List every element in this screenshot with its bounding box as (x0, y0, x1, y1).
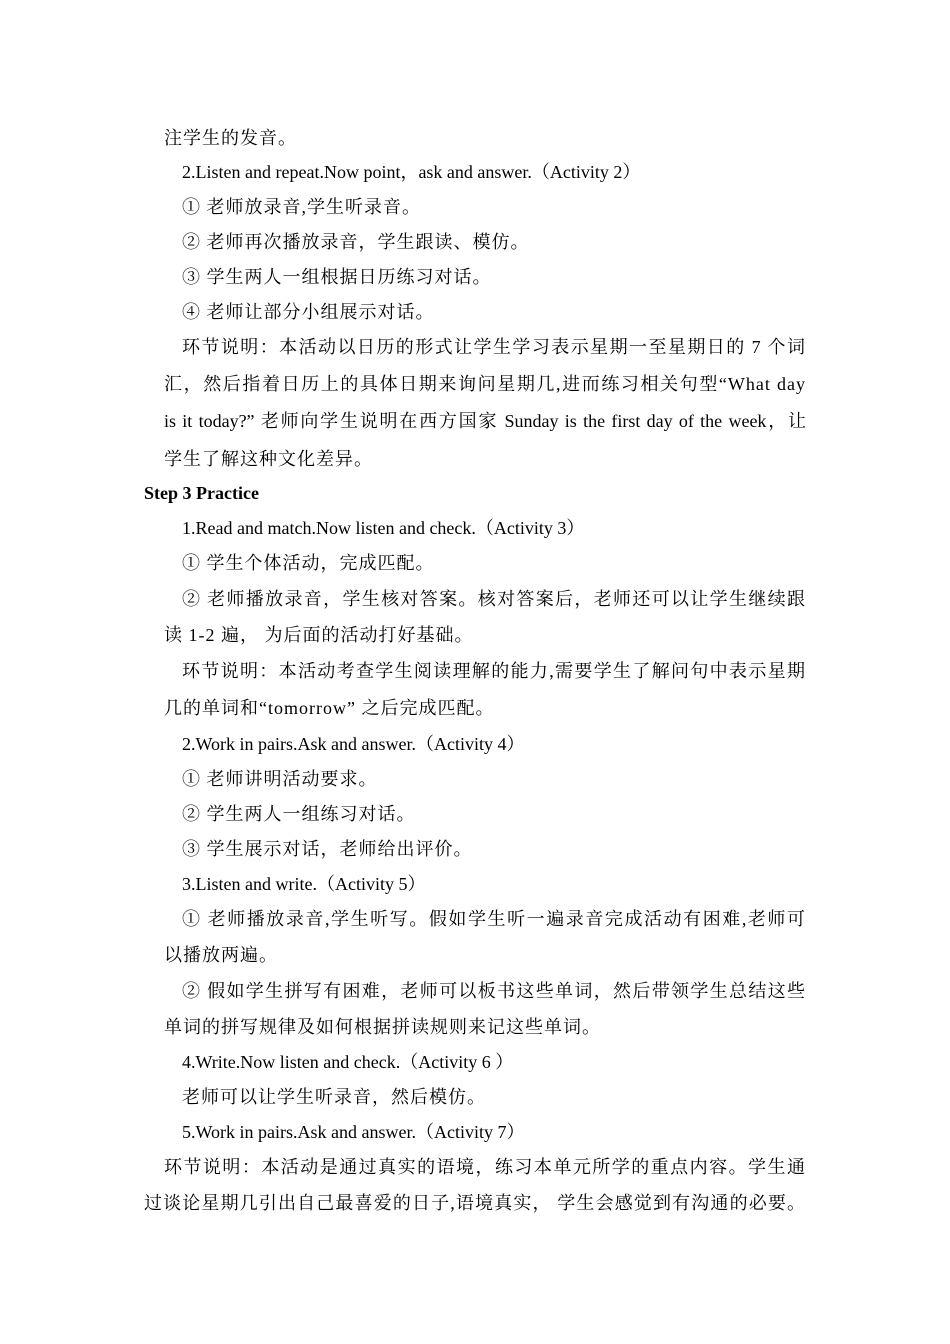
text-line: 老师可以让学生听录音，然后模仿。 (182, 1087, 486, 1107)
text-line: 读 1-2 遍， 为后面的活动打好基础。 (164, 625, 474, 645)
text-line: ① 老师放录音,学生听录音。 (182, 197, 421, 217)
text-line: ② 假如学生拼写有困难，老师可以板书这些单词，然后带领学生总结这些 (182, 981, 806, 1001)
text-line: 环节说明：本活动是通过真实的语境，练习本单元所学的重点内容。学生通 (164, 1157, 806, 1177)
text-line: 环节说明：本活动考查学生阅读理解的能力,需要学生了解问句中表示星期 (182, 661, 806, 681)
text-line: ① 老师播放录音,学生听写。假如学生听一遍录音完成活动有困难,老师可 (182, 909, 806, 929)
activity-heading: 5.Work in pairs.Ask and answer.（Activity 7） (182, 1122, 525, 1142)
activity-heading: 4.Write.Now listen and check.（Activity 6 ） (182, 1052, 514, 1072)
text-line: ② 学生两人一组练习对话。 (182, 804, 416, 824)
text-line: 过谈论星期几引出自己最喜爱的日子,语境真实， 学生会感觉到有沟通的必要。 (144, 1193, 806, 1213)
text-line: ② 老师播放录音，学生核对答案。核对答案后，老师还可以让学生继续跟 (182, 589, 806, 609)
step-heading: Step 3 Practice (144, 483, 259, 503)
text-line: 环节说明：本活动以日历的形式让学生学习表示星期一至星期日的 7 个词 (182, 337, 806, 357)
activity-heading: 3.Listen and write.（Activity 5） (182, 874, 426, 894)
activity-heading: 1.Read and match.Now listen and check.（Activity 3） (182, 518, 585, 538)
text-line: ② 老师再次播放录音，学生跟读、模仿。 (182, 232, 530, 252)
text-line: 几的单词和“tomorrow” 之后完成匹配。 (164, 698, 495, 718)
text-line: 汇，然后指着日历上的具体日期来询问星期几,进而练习相关句型“What day (164, 374, 806, 394)
text-line: 注学生的发音。 (164, 128, 297, 148)
text-line: 学生了解这种文化差异。 (164, 449, 373, 469)
activity-heading: 2.Listen and repeat.Now point，ask and answer.（Activity 2） (182, 162, 641, 182)
text-line: ① 老师讲明活动要求。 (182, 769, 378, 789)
text-line: ③ 学生两人一组根据日历练习对话。 (182, 267, 492, 287)
activity-heading: 2.Work in pairs.Ask and answer.（Activity 4） (182, 734, 525, 754)
text-line: 以播放两遍。 (164, 945, 278, 965)
text-line: ③ 学生展示对话，老师给出评价。 (182, 839, 473, 859)
text-line: ④ 老师让部分小组展示对话。 (182, 302, 435, 322)
text-line: ① 学生个体活动，完成匹配。 (182, 553, 435, 573)
text-line: 单词的拼写规律及如何根据拼读规则来记这些单词。 (164, 1017, 601, 1037)
text-line: is it today?” 老师向学生说明在西方国家 Sunday is the first day of the week，让 (164, 411, 806, 431)
